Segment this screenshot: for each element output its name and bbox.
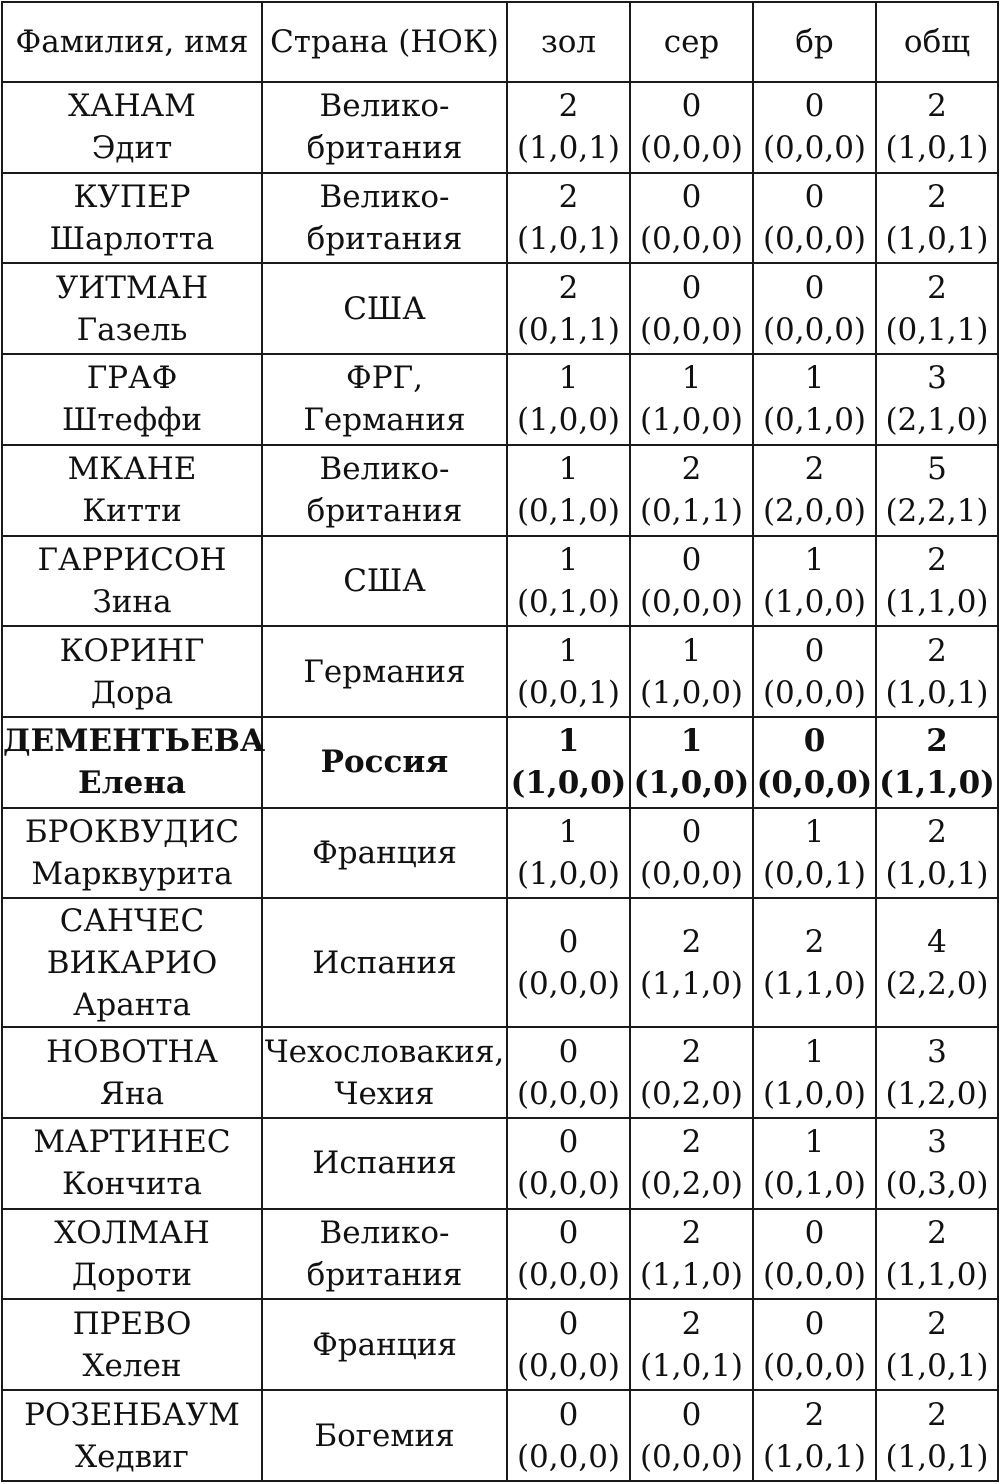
country-cell-line: британия <box>306 130 463 167</box>
table-row <box>2 717 998 808</box>
country-cell-line: США <box>343 290 426 327</box>
total-cell-line: 4 <box>927 923 947 960</box>
gold-cell-line: 1 <box>557 723 580 760</box>
country-cell-line: Франция <box>312 834 457 871</box>
athlete-name-cell-line: Елена <box>78 765 186 802</box>
bronze-cell <box>753 263 876 354</box>
bronze-cell-line: (0,1,0) <box>762 402 867 439</box>
silver-cell-line: (0,0,0) <box>639 583 744 620</box>
silver-cell-line: 2 <box>681 1033 702 1070</box>
bronze-cell-line: (0,1,0) <box>762 1166 867 1203</box>
header-name: Фамилия, имя <box>2 2 262 82</box>
athlete-name-cell-line: Штеффи <box>61 402 203 439</box>
silver-cell-line: (1,0,0) <box>639 402 744 439</box>
athlete-name-cell <box>2 717 266 808</box>
country-cell-line: Испания <box>312 944 457 981</box>
bronze-cell-line: (1,0,1) <box>762 1438 867 1475</box>
athlete-name-cell <box>2 1027 262 1118</box>
athlete-name-cell-line: ГРАФ <box>86 360 178 397</box>
athlete-name-cell-line: МКАНЕ <box>67 451 197 488</box>
athlete-name-cell-line: ХАНАМ <box>68 88 196 125</box>
bronze-cell-line: (1,0,0) <box>762 1075 867 1112</box>
athlete-name-cell-line: Дороти <box>71 1257 193 1294</box>
athlete-name-cell-line: НОВОТНА <box>46 1033 218 1070</box>
country-cell <box>262 536 507 627</box>
athlete-name-cell <box>2 1209 262 1300</box>
bronze-cell-line: (0,0,0) <box>762 674 867 711</box>
bronze-cell-line: 2 <box>804 451 825 488</box>
country-cell <box>262 1390 507 1481</box>
gold-cell-line: (1,0,0) <box>516 855 621 892</box>
bronze-cell-line: 0 <box>804 88 825 125</box>
gold-cell-line: 2 <box>558 269 579 306</box>
silver-cell-line: 0 <box>681 1396 702 1433</box>
total-cell-line: (1,1,0) <box>885 583 989 620</box>
total-cell-line: (1,0,1) <box>885 674 989 711</box>
total-cell-line: (0,1,1) <box>885 311 989 348</box>
total-cell <box>876 898 998 1027</box>
gold-cell-line: 2 <box>558 179 579 216</box>
total-cell-line: 2 <box>927 1396 947 1433</box>
gold-cell <box>507 1299 630 1390</box>
total-cell <box>876 445 998 536</box>
bronze-cell-line: (0,0,0) <box>762 1257 867 1294</box>
total-cell <box>876 808 998 899</box>
total-cell-line: 2 <box>927 1215 947 1252</box>
country-cell <box>262 354 507 445</box>
gold-cell-line: 1 <box>558 360 579 397</box>
silver-cell-line: 0 <box>681 813 702 850</box>
silver-cell <box>630 82 753 173</box>
total-cell-line: (1,0,1) <box>885 1347 989 1384</box>
country-cell-line: британия <box>306 493 463 530</box>
gold-cell <box>507 898 630 1027</box>
silver-cell-line: (0,0,0) <box>639 1438 744 1475</box>
gold-cell-line: 0 <box>558 1033 579 1070</box>
silver-cell <box>630 808 753 899</box>
total-cell-line: (2,2,0) <box>885 965 989 1002</box>
athlete-name-cell-line: БРОКВУДИС <box>24 813 240 850</box>
total-cell <box>876 717 998 808</box>
country-cell <box>262 1209 507 1300</box>
country-cell-line: Германия <box>303 402 466 439</box>
table-row <box>2 173 998 264</box>
total-cell <box>876 82 998 173</box>
gold-cell <box>507 536 630 627</box>
athlete-name-cell <box>2 1118 262 1209</box>
total-cell-line: (1,0,1) <box>885 130 989 167</box>
athlete-name-cell-line: САНЧЕС <box>59 902 205 939</box>
silver-cell-line: 0 <box>681 88 702 125</box>
bronze-cell-line: 1 <box>804 360 825 397</box>
silver-cell-line: 2 <box>681 923 702 960</box>
athlete-name-cell-line: КУПЕР <box>73 179 191 216</box>
gold-cell-line: (0,1,0) <box>516 583 621 620</box>
country-cell-line: Велико- <box>319 451 450 488</box>
bronze-cell <box>753 626 876 717</box>
medal-table <box>1 1 999 1482</box>
country-cell-line: Велико- <box>319 88 450 125</box>
bronze-cell <box>753 717 876 808</box>
bronze-cell <box>753 536 876 627</box>
country-cell <box>262 1299 507 1390</box>
bronze-cell <box>753 354 876 445</box>
total-cell <box>876 1027 998 1118</box>
total-cell <box>876 263 998 354</box>
athlete-name-cell-line: Китти <box>82 493 182 530</box>
athlete-name-cell-line: УИТМАН <box>55 269 209 306</box>
header-bronze: бр <box>753 2 876 82</box>
bronze-cell-line: 1 <box>804 541 825 578</box>
bronze-cell <box>753 1299 876 1390</box>
gold-cell-line: 0 <box>558 1124 579 1161</box>
silver-cell <box>630 1209 753 1300</box>
total-cell-line: 2 <box>927 813 947 850</box>
bronze-cell <box>753 1209 876 1300</box>
bronze-cell-line: (0,0,1) <box>762 855 867 892</box>
athlete-name-cell-line: Марквурита <box>31 855 233 892</box>
country-cell <box>262 1118 507 1209</box>
gold-cell <box>507 1390 630 1481</box>
silver-cell <box>630 626 753 717</box>
bronze-cell <box>753 173 876 264</box>
country-cell <box>262 82 507 173</box>
gold-cell-line: (0,0,0) <box>516 1166 621 1203</box>
country-cell <box>262 445 507 536</box>
total-cell-line: 2 <box>927 88 947 125</box>
silver-cell-line: (1,0,0) <box>639 674 744 711</box>
athlete-name-cell-line: Аранта <box>72 986 192 1023</box>
gold-cell-line: (1,0,0) <box>510 765 627 802</box>
country-cell-line: ФРГ, <box>346 360 423 397</box>
total-cell <box>876 1209 998 1300</box>
silver-cell-line: (0,2,0) <box>639 1166 744 1203</box>
table-row <box>2 898 998 1027</box>
total-cell <box>876 1118 998 1209</box>
silver-cell-line: 2 <box>681 1305 702 1342</box>
country-cell <box>262 626 507 717</box>
gold-cell-line: 1 <box>558 632 579 669</box>
athlete-name-cell <box>2 445 262 536</box>
country-cell-line: Франция <box>312 1326 457 1363</box>
gold-cell-line: 0 <box>558 923 579 960</box>
athlete-name-cell-line: ВИКАРИО <box>46 944 218 981</box>
silver-cell-line: (1,0,0) <box>633 765 750 802</box>
total-cell-line: 2 <box>927 632 947 669</box>
table-row <box>2 1027 998 1118</box>
gold-cell-line: (1,0,0) <box>516 402 621 439</box>
gold-cell-line: 0 <box>558 1215 579 1252</box>
silver-cell-line: (0,2,0) <box>639 1075 744 1112</box>
athlete-name-cell-line: ДЕМЕНТЬЕВА <box>3 723 266 760</box>
athlete-name-cell-line: Хедвиг <box>75 1438 189 1475</box>
bronze-cell <box>753 808 876 899</box>
total-cell <box>876 1299 998 1390</box>
silver-cell <box>630 445 753 536</box>
gold-cell-line: (0,0,1) <box>516 674 621 711</box>
gold-cell-line: (0,0,0) <box>516 1075 621 1112</box>
table-row <box>2 808 998 899</box>
silver-cell <box>630 536 753 627</box>
silver-cell <box>630 354 753 445</box>
gold-cell <box>507 1027 630 1118</box>
total-cell-line: 3 <box>927 1124 947 1161</box>
athlete-name-cell <box>2 808 262 899</box>
silver-cell-line: 2 <box>681 1124 702 1161</box>
athlete-name-cell-line: Зина <box>92 583 172 620</box>
total-cell-line: (1,1,0) <box>885 1257 989 1294</box>
total-cell-line: 3 <box>927 360 947 397</box>
header-gold: зол <box>507 2 630 82</box>
header-row <box>2 2 998 82</box>
table-row <box>2 626 998 717</box>
silver-cell-line: 0 <box>681 541 702 578</box>
athlete-name-cell <box>2 173 262 264</box>
gold-cell <box>507 445 630 536</box>
total-cell-line: (1,2,0) <box>885 1075 989 1112</box>
silver-cell-line: (0,0,0) <box>639 855 744 892</box>
total-cell-line: 5 <box>927 451 947 488</box>
silver-cell-line: 2 <box>681 451 702 488</box>
bronze-cell <box>753 898 876 1027</box>
bronze-cell-line: 0 <box>804 632 825 669</box>
bronze-cell-line: (1,1,0) <box>762 965 867 1002</box>
table-body <box>2 82 998 1481</box>
silver-cell-line: 1 <box>681 360 702 397</box>
silver-cell-line: (0,0,0) <box>639 221 744 258</box>
total-cell-line: 2 <box>927 269 947 306</box>
silver-cell-line: 1 <box>680 723 703 760</box>
athlete-name-cell-line: Эдит <box>91 130 173 167</box>
total-cell <box>876 626 998 717</box>
gold-cell <box>507 717 630 808</box>
bronze-cell-line: 0 <box>804 1215 825 1252</box>
silver-cell-line: 1 <box>681 632 702 669</box>
total-cell-line: 2 <box>926 723 948 760</box>
bronze-cell-line: (0,0,0) <box>762 311 867 348</box>
total-cell-line: 2 <box>927 541 947 578</box>
bronze-cell-line: 2 <box>804 923 825 960</box>
athlete-name-cell-line: Дора <box>90 674 174 711</box>
country-cell-line: Велико- <box>319 179 450 216</box>
gold-cell <box>507 354 630 445</box>
total-cell-line: (1,0,1) <box>885 1438 989 1475</box>
bronze-cell-line: (0,0,0) <box>762 1347 867 1384</box>
athlete-name-cell <box>2 263 262 354</box>
gold-cell-line: 0 <box>558 1305 579 1342</box>
gold-cell-line: (0,0,0) <box>516 1438 621 1475</box>
table-row <box>2 82 998 173</box>
total-cell-line: (1,0,1) <box>885 221 989 258</box>
silver-cell <box>630 898 753 1027</box>
gold-cell <box>507 263 630 354</box>
bronze-cell <box>753 445 876 536</box>
table-row <box>2 536 998 627</box>
athlete-name-cell-line: Яна <box>99 1075 165 1112</box>
gold-cell-line: (0,1,0) <box>516 493 621 530</box>
silver-cell <box>630 717 753 808</box>
total-cell-line: 2 <box>927 179 947 216</box>
header-total: общ <box>876 2 998 82</box>
silver-cell-line: (1,1,0) <box>639 1257 744 1294</box>
total-cell <box>876 536 998 627</box>
silver-cell <box>630 1390 753 1481</box>
athlete-name-cell <box>2 626 262 717</box>
bronze-cell-line: 2 <box>804 1396 825 1433</box>
gold-cell <box>507 173 630 264</box>
silver-cell-line: (0,0,0) <box>639 130 744 167</box>
table-row <box>2 1118 998 1209</box>
table-row <box>2 1299 998 1390</box>
athlete-name-cell-line: ГАРРИСОН <box>37 541 227 578</box>
silver-cell-line: (0,0,0) <box>639 311 744 348</box>
country-cell-line: Велико- <box>319 1215 450 1252</box>
athlete-name-cell <box>2 1390 262 1481</box>
bronze-cell <box>753 1027 876 1118</box>
country-cell-line: Чехословакия, <box>264 1033 505 1070</box>
bronze-cell-line: 0 <box>804 179 825 216</box>
bronze-cell-line: 1 <box>804 1124 825 1161</box>
country-cell-line: Германия <box>303 653 466 690</box>
athlete-name-cell-line: Хелен <box>82 1347 182 1384</box>
country-cell <box>262 717 507 808</box>
bronze-cell <box>753 82 876 173</box>
country-cell-line: британия <box>306 1257 463 1294</box>
bronze-cell-line: 0 <box>804 1305 825 1342</box>
bronze-cell-line: (0,0,0) <box>756 765 873 802</box>
bronze-cell-line: 1 <box>804 1033 825 1070</box>
athlete-name-cell-line: Газель <box>76 311 188 348</box>
athlete-name-cell <box>2 898 262 1027</box>
header-country: Страна (НОК) <box>262 2 507 82</box>
country-cell-line: британия <box>306 221 463 258</box>
silver-cell <box>630 1299 753 1390</box>
table-row <box>2 1390 998 1481</box>
bronze-cell-line: (0,0,0) <box>762 130 867 167</box>
silver-cell-line: 0 <box>681 269 702 306</box>
total-cell <box>876 173 998 264</box>
gold-cell-line: 1 <box>558 451 579 488</box>
total-cell-line: (1,0,1) <box>885 855 989 892</box>
bronze-cell-line: (2,0,0) <box>762 493 867 530</box>
country-cell <box>262 898 507 1027</box>
bronze-cell-line: 0 <box>804 269 825 306</box>
country-cell-line: Испания <box>312 1145 457 1182</box>
country-cell-line: США <box>343 562 426 599</box>
gold-cell-line: 1 <box>558 813 579 850</box>
gold-cell-line: (0,1,1) <box>516 311 621 348</box>
bronze-cell-line: (0,0,0) <box>762 221 867 258</box>
bronze-cell-line: 1 <box>804 813 825 850</box>
bronze-cell <box>753 1390 876 1481</box>
silver-cell <box>630 263 753 354</box>
country-cell <box>262 263 507 354</box>
header-silver: сер <box>630 2 753 82</box>
total-cell-line: (2,1,0) <box>885 402 989 439</box>
gold-cell-line: (1,0,1) <box>516 130 621 167</box>
gold-cell <box>507 82 630 173</box>
gold-cell-line: 1 <box>558 541 579 578</box>
athlete-name-cell <box>2 1299 262 1390</box>
athlete-name-cell <box>2 536 262 627</box>
country-cell <box>262 1027 507 1118</box>
table-row <box>2 445 998 536</box>
silver-cell <box>630 1118 753 1209</box>
total-cell <box>876 354 998 445</box>
athlete-name-cell <box>2 354 262 445</box>
gold-cell <box>507 1118 630 1209</box>
silver-cell-line: (1,0,1) <box>639 1347 744 1384</box>
total-cell-line: 3 <box>927 1033 947 1070</box>
country-cell-line: Чехия <box>334 1075 435 1112</box>
gold-cell-line: 2 <box>558 88 579 125</box>
country-cell-line: Россия <box>320 744 449 781</box>
table-row <box>2 1209 998 1300</box>
gold-cell-line: 0 <box>558 1396 579 1433</box>
silver-cell-line: (1,1,0) <box>639 965 744 1002</box>
total-cell-line: (0,3,0) <box>885 1166 989 1203</box>
gold-cell-line: (0,0,0) <box>516 1257 621 1294</box>
athlete-name-cell <box>2 82 262 173</box>
total-cell-line: (1,1,0) <box>879 765 995 802</box>
total-cell-line: (2,2,1) <box>885 493 989 530</box>
athlete-name-cell-line: КОРИНГ <box>59 632 205 669</box>
bronze-cell-line: 0 <box>803 723 826 760</box>
gold-cell <box>507 626 630 717</box>
athlete-name-cell-line: Кончита <box>61 1166 203 1203</box>
silver-cell-line: (0,1,1) <box>639 493 744 530</box>
athlete-name-cell-line: РОЗЕНБАУМ <box>24 1396 240 1433</box>
table-row <box>2 263 998 354</box>
table-row <box>2 354 998 445</box>
silver-cell-line: 0 <box>681 179 702 216</box>
gold-cell <box>507 1209 630 1300</box>
athlete-name-cell-line: Шарлотта <box>49 221 215 258</box>
gold-cell <box>507 808 630 899</box>
gold-cell-line: (1,0,1) <box>516 221 621 258</box>
bronze-cell <box>753 1118 876 1209</box>
country-cell <box>262 173 507 264</box>
gold-cell-line: (0,0,0) <box>516 965 621 1002</box>
total-cell-line: 2 <box>927 1305 947 1342</box>
silver-cell <box>630 173 753 264</box>
silver-cell <box>630 1027 753 1118</box>
bronze-cell-line: (1,0,0) <box>762 583 867 620</box>
athlete-name-cell-line: ПРЕВО <box>72 1305 192 1342</box>
gold-cell-line: (0,0,0) <box>516 1347 621 1384</box>
athlete-name-cell-line: МАРТИНЕС <box>33 1124 231 1161</box>
silver-cell-line: 2 <box>681 1215 702 1252</box>
country-cell <box>262 808 507 899</box>
country-cell-line: Богемия <box>314 1417 455 1454</box>
athlete-name-cell-line: ХОЛМАН <box>54 1215 210 1252</box>
total-cell <box>876 1390 998 1481</box>
